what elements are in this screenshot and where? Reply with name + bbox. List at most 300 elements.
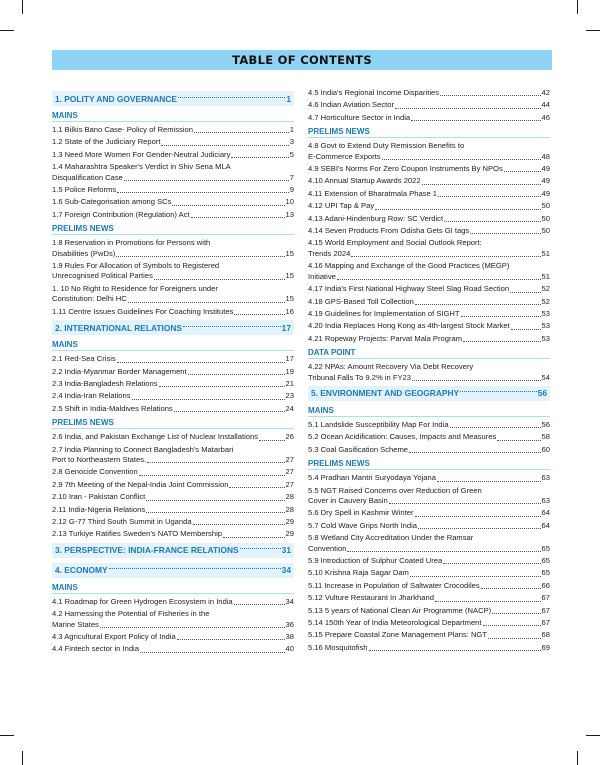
toc-entry[interactable] xyxy=(52,644,294,654)
toc-page-number: 64 xyxy=(541,508,550,518)
toc-entry[interactable] xyxy=(308,214,550,224)
dot-leader xyxy=(147,462,284,463)
toc-entry-line xyxy=(52,492,294,502)
toc-subheading: PRELIMS NEWS xyxy=(308,459,550,470)
dot-leader xyxy=(191,217,285,218)
toc-entry[interactable] xyxy=(308,113,550,123)
toc-section-heading[interactable] xyxy=(52,91,294,106)
crop-mark xyxy=(22,751,23,765)
toc-entry-text: 5.14 150th Year of India Meteorological Department xyxy=(308,618,482,628)
toc-entry[interactable] xyxy=(52,367,294,377)
toc-entry-text: 1.7 Foreign Contribution (Regulation) Act xyxy=(52,209,190,219)
toc-entry[interactable] xyxy=(308,643,550,653)
crop-mark xyxy=(577,0,578,14)
toc-entry-text: 4.7 Horticulture Sector in India xyxy=(308,112,411,122)
toc-entry-line xyxy=(52,261,294,271)
toc-entry-line xyxy=(308,297,550,307)
toc-entry[interactable] xyxy=(308,189,550,199)
toc-page-number: 67 xyxy=(541,618,550,628)
toc-entry-text: 5.4 Pradhan Mantri Suryodaya Yojana xyxy=(308,473,436,483)
toc-entry-line xyxy=(308,606,550,616)
toc-entry-line xyxy=(52,367,294,377)
section-title: 5. ENVIRONMENT AND GEOGRAPHY xyxy=(311,388,460,399)
toc-entry[interactable] xyxy=(308,556,550,566)
toc-page-number: 27 xyxy=(285,479,294,489)
toc-entry-text: 4.20 India Replaces Hong Kong as 4th-largest Stock Market xyxy=(308,321,510,331)
toc-entry-text: 2.7 India Planning to Connect Bangladesh's Matarbari xyxy=(52,444,234,454)
dot-leader xyxy=(124,180,289,181)
toc-page-number: 36 xyxy=(285,619,294,629)
toc-entry[interactable] xyxy=(308,141,550,162)
toc-page-number: 31 xyxy=(281,545,291,556)
crop-mark xyxy=(586,30,600,31)
toc-section-heading[interactable] xyxy=(308,386,550,401)
dot-leader xyxy=(259,440,285,441)
toc-entry[interactable] xyxy=(52,197,294,207)
toc-page-number: 49 xyxy=(541,176,550,186)
toc-page-number: 1 xyxy=(289,125,294,134)
toc-entry[interactable] xyxy=(308,630,550,640)
toc-entry-text: 5.3 Coal Gasification Scheme xyxy=(308,444,409,454)
toc-entry-line xyxy=(308,508,550,518)
dot-leader xyxy=(504,171,541,172)
dot-leader xyxy=(161,145,288,146)
dot-leader xyxy=(437,481,541,482)
toc-entry-line xyxy=(308,164,550,174)
toc-entry-line xyxy=(308,100,550,110)
toc-entry-text: 1.3 Need More Women For Gender-Neutral Judiciary xyxy=(52,149,231,159)
toc-page-number: 53 xyxy=(541,321,550,331)
toc-entry-text: 4.11 Extension of Bharatmala Phase 1 xyxy=(308,188,438,198)
toc-page-number: 65 xyxy=(541,556,550,565)
toc-entry-text: Convention xyxy=(308,543,347,553)
toc-entry-text: 5.13 5 years of National Clean Air Programme (NACP) xyxy=(308,605,492,615)
toc-entry-line xyxy=(52,210,294,220)
toc-entry-line xyxy=(52,294,294,304)
toc-page-number: 27 xyxy=(285,467,294,477)
toc-entry-text: Marine States xyxy=(52,619,99,629)
dot-leader xyxy=(460,391,537,392)
dot-leader xyxy=(412,380,541,381)
toc-subheading: DATA POINT xyxy=(308,348,550,359)
toc-entry[interactable] xyxy=(308,473,550,483)
toc-entry-text: 1.1 Bilkis Bano Case- Policy of Remission xyxy=(52,125,193,134)
toc-entry-text: 5.11 Increase in Population of Saltwater Crocodiles xyxy=(308,580,480,590)
toc-entry-text: 2.13 Turkiye Ratifies Sweden's NATO Membership xyxy=(52,529,222,539)
toc-entry[interactable] xyxy=(52,529,294,539)
crop-mark xyxy=(577,751,578,765)
dot-leader xyxy=(240,548,281,549)
toc-entry[interactable] xyxy=(308,618,550,628)
dot-leader xyxy=(347,551,540,552)
toc-entry[interactable] xyxy=(308,261,550,282)
toc-entry-line xyxy=(308,214,550,224)
toc-right-column xyxy=(308,88,550,655)
toc-entry-text: Disabilities (PwDs) xyxy=(52,248,116,258)
toc-page-number: 49 xyxy=(541,188,550,198)
toc-entry-line xyxy=(308,593,550,603)
toc-entry-line xyxy=(308,373,550,383)
toc-entry[interactable] xyxy=(52,480,294,490)
toc-entry-text: 2.8 Genocide Convention xyxy=(52,467,138,477)
toc-entry-line xyxy=(308,201,550,211)
dot-leader xyxy=(450,427,541,428)
dot-leader xyxy=(132,399,285,400)
toc-entry-line xyxy=(308,556,550,566)
toc-entry-line xyxy=(308,334,550,344)
toc-page-number: 51 xyxy=(541,271,550,281)
toc-entry-line xyxy=(52,284,294,294)
toc-page-number: 10 xyxy=(285,197,294,207)
toc-entry-text: 2.2 India-Myanmar Border Management xyxy=(52,366,187,376)
toc-entry[interactable] xyxy=(52,261,294,282)
dot-leader xyxy=(140,652,285,653)
toc-section-heading[interactable] xyxy=(52,320,294,335)
toc-entry-line xyxy=(52,185,294,195)
toc-entry-line xyxy=(52,379,294,389)
dot-leader xyxy=(510,292,540,293)
toc-entry-line xyxy=(308,643,550,653)
dot-leader xyxy=(146,500,284,501)
toc-page-number: 23 xyxy=(285,391,294,401)
toc-entry-line xyxy=(308,420,550,430)
toc-entry[interactable] xyxy=(308,581,550,591)
toc-entry-line xyxy=(308,189,550,199)
toc-entry[interactable] xyxy=(52,517,294,527)
toc-entry-line xyxy=(308,284,550,294)
dot-leader xyxy=(193,524,285,525)
toc-subheading: MAINS xyxy=(52,340,294,351)
toc-page-number: 15 xyxy=(285,271,294,281)
toc-page-number: 19 xyxy=(285,366,294,376)
dot-leader xyxy=(481,588,541,589)
toc-entry[interactable] xyxy=(308,593,550,603)
toc-entry[interactable] xyxy=(308,533,550,554)
toc-entry-text: 4.12 UPI Tap & Pay xyxy=(308,201,375,211)
toc-entry-text: 4.2 Harnessing the Potential of Fisheries in the xyxy=(52,609,210,619)
dot-leader xyxy=(116,256,284,257)
toc-entry-line xyxy=(308,362,550,372)
toc-entry[interactable] xyxy=(308,568,550,578)
toc-entry-text: 2.12 G-77 Third South Summit in Uganda xyxy=(52,516,192,526)
toc-page-number: 50 xyxy=(541,213,550,223)
toc-entry-line xyxy=(308,309,550,319)
toc-page-number: 17 xyxy=(281,322,291,333)
toc-entry-text: 2.10 Iran - Pakistan Conflict xyxy=(52,492,146,502)
toc-entry[interactable] xyxy=(308,297,550,307)
dot-leader xyxy=(440,95,541,96)
toc-entry-text: 4.1 Roadmap for Green Hydrogen Ecosystem in India xyxy=(52,596,233,606)
toc-page-number: 34 xyxy=(281,565,291,576)
toc-entry[interactable] xyxy=(52,307,294,317)
toc-page-number: 66 xyxy=(541,580,550,590)
toc-page-number: 64 xyxy=(541,520,550,530)
toc-entry-line xyxy=(52,404,294,414)
toc-page-number: 56 xyxy=(541,419,550,429)
toc-entry-line xyxy=(308,496,550,506)
section-title: 1. POLITY AND GOVERNANCE xyxy=(55,93,177,104)
toc-entry-text: E-Commerce Exports xyxy=(308,151,381,161)
toc-entry-line xyxy=(52,125,294,135)
section-title: 3. PERSPECTIVE: INDIA-FRANCE RELATIONS xyxy=(55,545,239,556)
toc-entry[interactable] xyxy=(308,445,550,455)
dot-leader xyxy=(483,625,541,626)
toc-page-number: 63 xyxy=(541,495,550,505)
toc-entry[interactable] xyxy=(308,226,550,236)
crop-mark xyxy=(0,30,14,31)
dot-leader xyxy=(177,639,285,640)
dot-leader xyxy=(188,374,285,375)
toc-entry[interactable] xyxy=(52,150,294,160)
toc-entry[interactable] xyxy=(308,284,550,294)
toc-page-number: 52 xyxy=(541,284,550,294)
toc-page-number: 44 xyxy=(541,100,550,110)
toc-entry-line xyxy=(308,473,550,483)
dot-leader xyxy=(159,386,285,387)
toc-entry-line xyxy=(308,581,550,591)
toc-entry[interactable] xyxy=(52,597,294,607)
toc-entry-line xyxy=(52,505,294,515)
dot-leader xyxy=(369,650,541,651)
toc-entry-line xyxy=(52,632,294,642)
toc-entry-text: 5.9 Introduction of Sulphur Coated Urea xyxy=(308,556,443,565)
toc-page-number: 48 xyxy=(541,151,550,161)
toc-entry-text: 1.11 Centre Issues Guidelines For Coaching Institutes xyxy=(52,306,234,316)
toc-page-number: 15 xyxy=(285,248,294,258)
toc-entry[interactable] xyxy=(52,185,294,195)
toc-entry-text: Unrecognised Political Parties xyxy=(52,271,153,281)
toc-entry[interactable] xyxy=(308,420,550,430)
toc-entry[interactable] xyxy=(52,379,294,389)
toc-entry[interactable] xyxy=(52,445,294,466)
toc-entry[interactable] xyxy=(308,201,550,211)
toc-entry-line xyxy=(308,88,550,98)
toc-page-number: 42 xyxy=(541,88,550,97)
toc-entry[interactable] xyxy=(52,404,294,414)
toc-entry[interactable] xyxy=(308,164,550,174)
toc-page-number: 5 xyxy=(289,149,294,159)
section-title: 2. INTERNATIONAL RELATIONS xyxy=(55,322,183,333)
toc-page-number: 52 xyxy=(541,296,550,306)
toc-entry-text: 1.4 Maharashtra Speaker's Verdict in Shiv Sena MLA xyxy=(52,162,231,172)
toc-entry[interactable] xyxy=(52,391,294,401)
toc-entry-text: 5.12 Vulture Restaurant In Jharkhand xyxy=(308,593,434,603)
toc-page-number: 16 xyxy=(285,306,294,316)
toc-entry-text: 5.10 Krishna Raja Sagar Dam xyxy=(308,568,409,578)
toc-entry[interactable] xyxy=(308,176,550,186)
dot-leader xyxy=(511,329,541,330)
toc-page-number: 60 xyxy=(541,444,550,454)
toc-entry-text: 1.5 Police Reforms xyxy=(52,185,117,195)
toc-entry-text: 4.19 Guidelines for Implementation of SIGHT xyxy=(308,308,460,318)
toc-page-number: 49 xyxy=(541,164,550,174)
toc-page-number: 65 xyxy=(541,568,550,578)
toc-subheading: MAINS xyxy=(52,583,294,594)
toc-entry[interactable] xyxy=(308,362,550,383)
toc-subheading: MAINS xyxy=(52,111,294,122)
dot-leader xyxy=(231,157,288,158)
toc-entry-line xyxy=(308,445,550,455)
toc-subheading: PRELIMS NEWS xyxy=(52,224,294,235)
toc-title-bar xyxy=(52,50,552,70)
toc-entry-text: 4.10 Annual Startup Awards 2022 xyxy=(308,176,421,186)
dot-leader xyxy=(463,341,540,342)
toc-page-number: 65 xyxy=(541,543,550,553)
toc-entry-line xyxy=(52,517,294,527)
toc-page-number: 26 xyxy=(285,432,294,442)
toc-entry-line xyxy=(52,391,294,401)
toc-entry-text: 2.5 Shift in India-Maldives Relations xyxy=(52,403,173,413)
toc-entry-text: 5.6 Dry Spell in Kashmir Winter xyxy=(308,508,414,518)
toc-entry-text: 4.9 SEBI's Norms For Zero Coupon Instruments By NPOs xyxy=(308,164,503,174)
toc-entry-text: 4.17 India's First National Highway Steel Slag Road Section xyxy=(308,284,510,294)
toc-entry[interactable] xyxy=(308,321,550,331)
toc-entry-text: 1.2 State of the Judiciary Report xyxy=(52,137,161,147)
crop-mark xyxy=(586,735,600,736)
dot-leader xyxy=(443,563,540,564)
dot-leader xyxy=(351,256,540,257)
toc-page-number: 53 xyxy=(541,333,550,343)
toc-entry-line xyxy=(52,455,294,465)
toc-entry-line xyxy=(308,226,550,236)
toc-entry-text: 4.13 Adani-Hindenburg Row: SC Verdict xyxy=(308,213,444,223)
dot-leader xyxy=(337,279,541,280)
toc-entry-line xyxy=(52,238,294,248)
dot-leader xyxy=(389,503,541,504)
toc-page-number: 21 xyxy=(285,378,294,388)
toc-subheading: MAINS xyxy=(308,406,550,417)
toc-entry-line xyxy=(308,261,550,271)
dot-leader xyxy=(174,411,285,412)
toc-entry[interactable] xyxy=(52,162,294,183)
toc-page-number: 46 xyxy=(541,112,550,122)
toc-entry-line xyxy=(308,272,550,282)
toc-page-number: 67 xyxy=(541,605,550,615)
toc-entry[interactable] xyxy=(52,467,294,477)
toc-entry[interactable] xyxy=(308,88,550,98)
toc-entry[interactable] xyxy=(52,609,294,630)
toc-entry-text: 4.4 Fintech sector in India xyxy=(52,644,139,654)
toc-entry[interactable] xyxy=(308,486,550,507)
toc-page-number: 38 xyxy=(285,632,294,641)
toc-entry-line xyxy=(308,432,550,442)
toc-entry[interactable] xyxy=(52,505,294,515)
dot-leader xyxy=(470,233,540,234)
toc-entry-text: 4.3 Agricultural Export Policy of India xyxy=(52,632,176,641)
toc-entry-line xyxy=(52,271,294,281)
toc-entry-text: 4.15 World Employment and Social Outlook Report: xyxy=(308,238,482,248)
toc-entry[interactable] xyxy=(308,521,550,531)
toc-entry[interactable] xyxy=(308,432,550,442)
toc-entry[interactable] xyxy=(308,238,550,259)
toc-entry-text: 4.22 NPAs: Amount Recovery Via Debt Recovery xyxy=(308,362,474,372)
toc-entry[interactable] xyxy=(308,606,550,616)
toc-entry-line xyxy=(52,173,294,183)
toc-entry-line xyxy=(308,238,550,248)
toc-entry-line xyxy=(308,568,550,578)
dot-leader xyxy=(117,192,289,193)
toc-subheading: PRELIMS NEWS xyxy=(308,127,550,138)
toc-entry-text: Initiative xyxy=(308,271,336,281)
dot-leader xyxy=(410,576,541,577)
toc-page-number: 51 xyxy=(541,248,550,258)
toc-entry-text: Trends 2024 xyxy=(308,248,351,258)
toc-entry[interactable] xyxy=(52,284,294,305)
toc-entry-line xyxy=(52,597,294,607)
toc-left-column xyxy=(52,88,294,657)
toc-entry-text: 4.8 Govt to Extend Duty Remission Benefits to xyxy=(308,141,465,151)
crop-mark xyxy=(0,735,14,736)
toc-entry[interactable] xyxy=(308,100,550,110)
dot-leader xyxy=(223,537,285,538)
dot-leader xyxy=(492,613,540,614)
toc-entry-text: 4.6 Indian Aviation Sector xyxy=(308,100,394,110)
toc-entry-text: 1.9 Rules For Allocation of Symbols to Registered xyxy=(52,261,220,271)
toc-entry-text: 5.5 NGT Raised Concerns over Reduction of Green xyxy=(308,485,482,495)
dot-leader xyxy=(409,452,541,453)
toc-entry-text: 5.8 Wetland City Accreditation Under the Ramsar xyxy=(308,533,474,543)
toc-entry-line xyxy=(52,445,294,455)
dot-leader xyxy=(183,326,281,327)
toc-page-number: 24 xyxy=(285,403,294,413)
toc-entry-line xyxy=(52,150,294,160)
toc-entry[interactable] xyxy=(52,492,294,502)
toc-entry-line xyxy=(52,249,294,259)
toc-entry-line xyxy=(52,620,294,630)
toc-entry[interactable] xyxy=(308,508,550,518)
toc-page-number: 29 xyxy=(285,516,294,526)
dot-leader xyxy=(435,601,541,602)
toc-page-number: 28 xyxy=(285,504,294,514)
toc-entry[interactable] xyxy=(52,632,294,642)
toc-entry-line xyxy=(308,544,550,554)
page-title: TABLE OF CONTENTS xyxy=(232,53,372,67)
toc-entry[interactable] xyxy=(52,432,294,442)
section-title: 4. ECONOMY xyxy=(55,565,108,576)
toc-page-number: 40 xyxy=(285,644,294,654)
toc-page-number: 7 xyxy=(289,172,294,182)
toc-entry-text: 2.1 Red-Sea Crisis xyxy=(52,354,116,364)
toc-entry[interactable] xyxy=(52,238,294,259)
toc-entry-line xyxy=(308,152,550,162)
toc-section-heading[interactable] xyxy=(52,563,294,578)
toc-page-number: 50 xyxy=(541,226,550,236)
toc-page-number: 67 xyxy=(541,593,550,603)
toc-page-number: 69 xyxy=(541,642,550,652)
toc-page-number: 50 xyxy=(541,201,550,211)
crop-mark xyxy=(22,0,23,14)
toc-entry-text: 2.9 7th Meeting of the Nepal-India Joint Commission xyxy=(52,479,229,489)
toc-entry-text: 4.21 Ropeway Projects: Parvat Mala Program xyxy=(308,333,463,343)
toc-page-number: 15 xyxy=(285,294,294,304)
toc-entry[interactable] xyxy=(52,354,294,364)
toc-entry[interactable] xyxy=(52,125,294,135)
dot-leader xyxy=(382,159,541,160)
dot-leader xyxy=(418,528,541,529)
toc-entry[interactable] xyxy=(52,137,294,147)
toc-entry[interactable] xyxy=(308,334,550,344)
toc-entry[interactable] xyxy=(308,309,550,319)
toc-entry-text: 4.18 GPS-Based Toll Collection xyxy=(308,296,414,306)
toc-entry[interactable] xyxy=(52,210,294,220)
toc-page-number: 68 xyxy=(541,630,550,640)
toc-section-heading[interactable] xyxy=(52,543,294,558)
dot-leader xyxy=(128,302,285,303)
toc-entry-line xyxy=(308,618,550,628)
dot-leader xyxy=(444,221,540,222)
toc-page-number: 17 xyxy=(285,354,294,364)
toc-entry-line xyxy=(308,533,550,543)
